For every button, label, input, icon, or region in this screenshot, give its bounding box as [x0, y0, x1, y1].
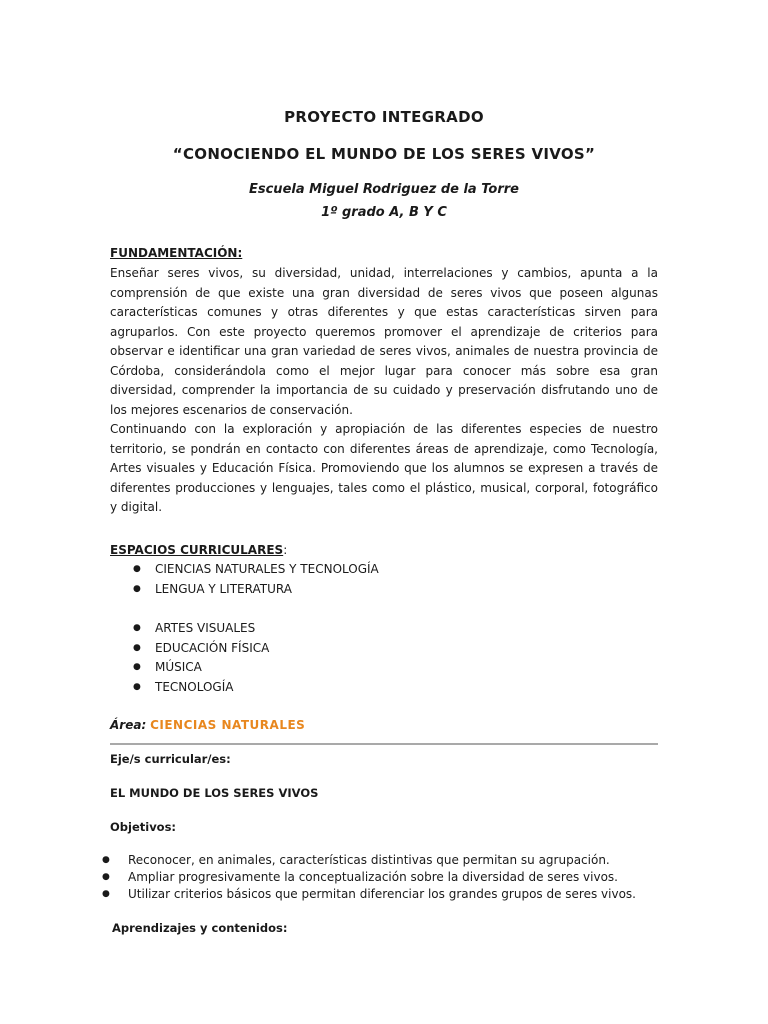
school-name: Escuela Miguel Rodriguez de la Torre	[248, 182, 519, 197]
list-item: ● Utilizar criterios básicos que permitan diferenciar los grandes grupos de seres vivos.	[102, 887, 636, 901]
bullet-icon: ●	[133, 681, 141, 692]
espacios-heading-colon: :	[283, 543, 288, 557]
eje-label: Eje/s curricular/es:	[110, 752, 231, 766]
divider	[110, 743, 658, 745]
bullet-icon: ●	[133, 583, 141, 594]
bullet-icon: ●	[102, 889, 110, 899]
eje-value: EL MUNDO DE LOS SERES VIVOS	[110, 786, 319, 800]
project-subtitle: “CONOCIENDO EL MUNDO DE LOS SERES VIVOS”	[172, 145, 596, 163]
fundamentacion-heading: FUNDAMENTACIÓN:	[110, 246, 243, 260]
area-value: CIENCIAS NATURALES	[150, 718, 306, 732]
bullet-icon: ●	[133, 623, 141, 633]
list-item: ● TECNOLOGÍA	[130, 678, 269, 698]
list-item: ● Reconocer, en animales, características distintivas que permitan su agrupación.	[102, 853, 610, 867]
espacios-heading	[110, 543, 287, 557]
project-title: PROYECTO INTEGRADO	[284, 108, 484, 126]
fundamentacion-body	[110, 264, 658, 518]
espacios-heading-label: ESPACIOS CURRICULARES	[110, 543, 284, 557]
aprendizajes-heading: Aprendizajes y contenidos:	[112, 921, 288, 935]
list-item: ● CIENCIAS NATURALES Y TECNOLOGÍA	[130, 560, 379, 580]
list-item: ● Ampliar progresivamente la conceptualización sobre la diversidad de seres vivos.	[102, 870, 618, 884]
list-item: ● ARTES VISUALES	[130, 619, 269, 639]
fundamentacion-paragraph-1: Enseñar seres vivos, su diversidad, unidad, interrelaciones y cambios, apunta a la comprensión de que existe una gran diversidad de seres vivos que poseen algunas características comunes y otras diferentes y que estas características sirven para agruparlos. Con este proyecto queremos promover el aprendizaje de criterios para observar e identificar una gran variedad de seres vivos, animales de nuestra provincia de Córdoba, considerándola como el mejor lugar para conocer más sobre esa gran diversidad, comprender la importancia de su cuidado y preservación disfrutando uno de los mejores escenarios de conservación.	[110, 266, 658, 417]
list-item: ● MÚSICA	[130, 658, 269, 678]
espacios-list-2	[130, 619, 269, 697]
fundamentacion-paragraph-2: Continuando con la exploración y apropiación de las diferentes especies de nuestro territorio, se pondrán en contacto con diferentes áreas de aprendizaje, como Tecnología, Artes visuales y Educación Física. Promoviendo que los alumnos se expresen a través de diferentes producciones y lenguajes, tales como el plástico, musical, corporal, fotográfico y digital.	[110, 422, 658, 514]
objetivos-heading: Objetivos:	[110, 820, 177, 834]
list-item: ● LENGUA Y LITERATURA	[130, 580, 379, 600]
espacios-list-1	[130, 560, 379, 599]
area-label: Área:	[110, 718, 147, 732]
bullet-icon: ●	[102, 855, 110, 865]
bullet-icon: ●	[102, 872, 110, 882]
area-line	[110, 718, 305, 732]
bullet-icon: ●	[133, 662, 141, 672]
bullet-icon: ●	[133, 642, 141, 653]
bullet-icon: ●	[133, 564, 141, 574]
objetivos-list	[102, 852, 636, 903]
grade-line: 1º grado A, B Y C	[321, 205, 447, 220]
list-item: ● EDUCACIÓN FÍSICA	[130, 639, 269, 659]
